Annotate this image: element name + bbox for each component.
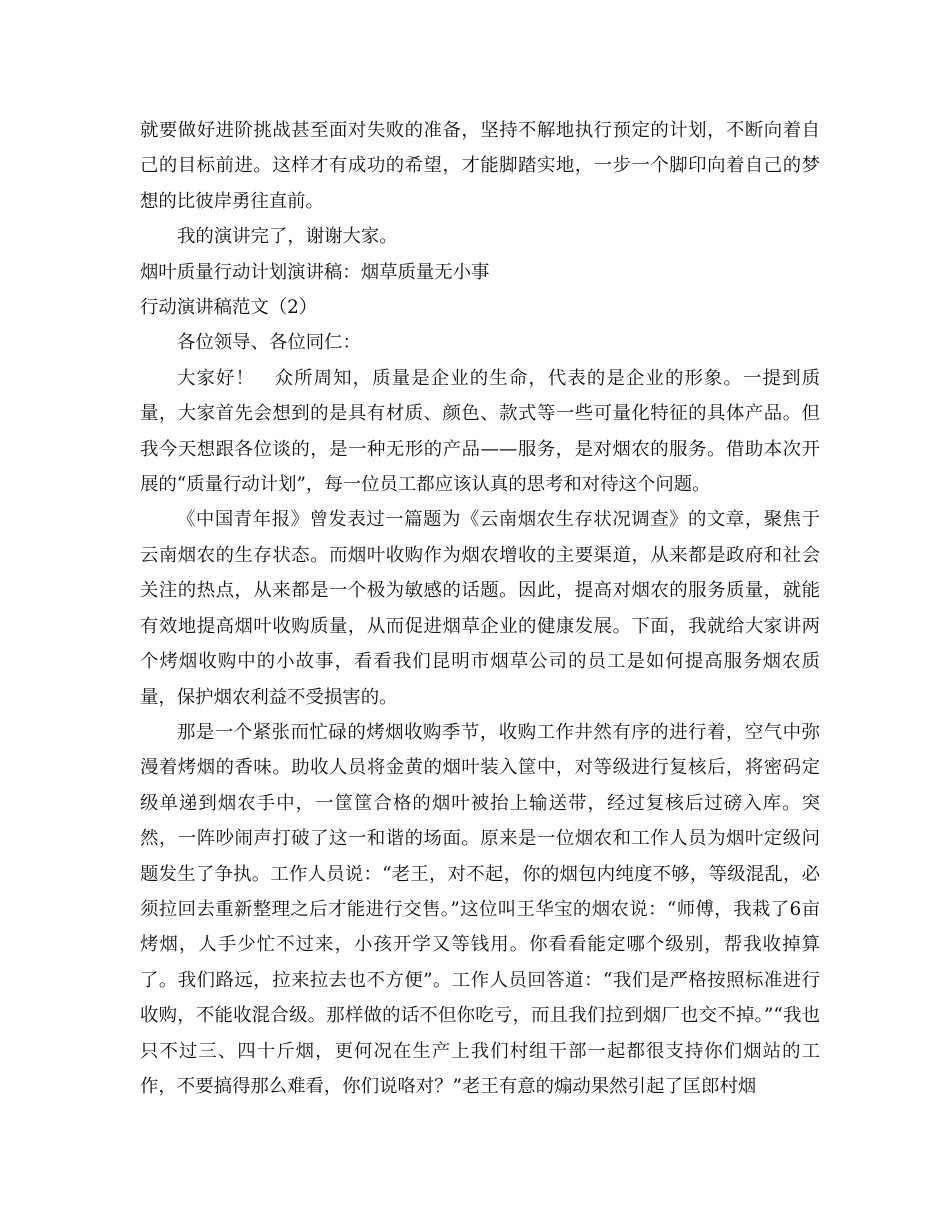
document-body [140,113,820,1104]
salutation: 各位领导、各位同仁： [177,332,361,354]
paragraph-story: 那是一个紧张而忙碌的烤烟收购季节，收购工作井然有序的进行着，空气中弥漫着烤烟的香味。助收人员将金黄的烟叶装入筐中，对等级进行复核后，将密码定级单递到烟农手中，一筐筐合格的烟叶被抬上输送带，经过复核后过磅入库。突然，一阵吵闹声打破了这一和谐的场面。原来是一位烟农和工作人员为烟叶定级问题发生了争执。工作人员说：“老王，对不起，你的烟包内纯度不够，等级混乱，必须拉回去重新整理之后才能进行交售。”这位叫王华宝的烟农说：“师傅，我栽了6亩烤烟，人手少忙不过来，小孩开学又等钱用。你看看能定哪个级别，帮我收掉算了。我们路远，拉来拉去也不方便”。工作人员回答道：“我们是严格按照标准进行收购，不能收混合级。那样做的话不但你吃亏，而且我们拉到烟厂也交不掉。”“我也只不过三、四十斤烟，更何况在生产上我们村组干部一起都很支持你们烟站的工作，不要搞得那么难看，你们说咯对？”老王有意的煽动果然引起了匡郎村烟 [140,721,820,1097]
paragraph-intro: 大家好！ 众所周知，质量是企业的生命，代表的是企业的形象。一提到质量，大家首先会想到的是具有材质、颜色、款式等一些可量化特征的具体产品。但我今天想跟各位谈的，是一种无形的产品——服务，是对烟农的服务。借助本次开展的“质量行动计划”，每一位员工都应该认真的思考和对待这个问题。 [140,367,820,496]
paragraph-closing: 我的演讲完了，谢谢大家。 [177,226,398,248]
paragraph-background: 《中国青年报》曾发表过一篇题为《云南烟农生存状况调查》的文章，聚焦于云南烟农的生存状态。而烟叶收购作为烟农增收的主要渠道，从来都是政府和社会关注的热点，从来都是一个极为敏感的话题。因此，提高对烟农的服务质量，就能有效地提高烟叶收购质量，从而促进烟草企业的健康发展。下面，我就给大家讲两个烤烟收购中的小故事，看看我们昆明市烟草公司的员工是如何提高服务烟农质量，保护烟农利益不受损害的。 [140,509,820,708]
section-heading: 烟叶质量行动计划演讲稿：烟草质量无小事 [140,261,490,283]
paragraph-continuation: 就要做好进阶挑战甚至面对失败的准备，坚持不解地执行预定的计划，不断向着自己的目标前进。这样才有成功的希望，才能脚踏实地，一步一个脚印向着自己的梦想的比彼岸勇往直前。 [140,120,820,212]
section-subheading: 行动演讲稿范文（2） [140,297,318,319]
